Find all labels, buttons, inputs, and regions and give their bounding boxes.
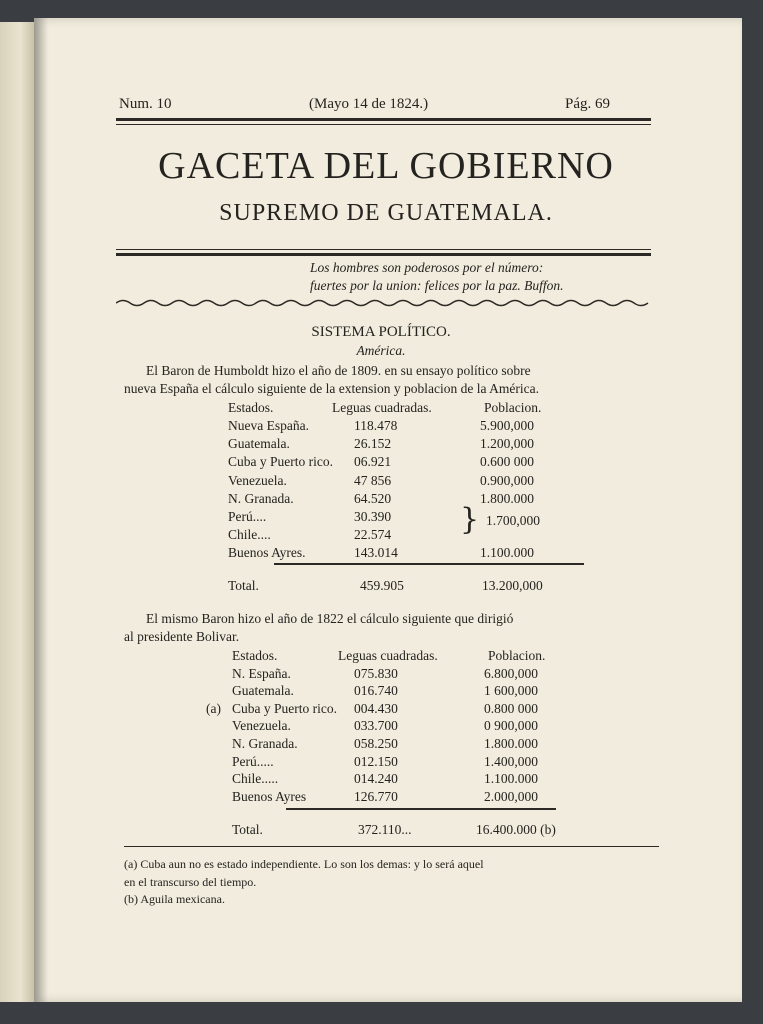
page-number: Pág. 69 — [565, 96, 610, 112]
motto-line-2: fuertes por la union: felices por la paz. Buffon. — [310, 278, 564, 293]
table2-row-population: 0.800 000 — [484, 700, 538, 716]
table1-row-leagues: 22.574 — [354, 527, 392, 543]
table2-row-state: Guatemala. — [232, 683, 294, 699]
motto-line-1: Los hombres son poderosos por el número: — [310, 260, 544, 275]
table1-row-state: Guatemala. — [228, 436, 290, 452]
table2-total-label: Total. — [232, 822, 263, 837]
table2-row-mark: (a) — [206, 700, 221, 716]
table1-row-state: Chile.... — [228, 527, 271, 543]
table2-row-leagues: 126.770 — [354, 788, 398, 804]
footnote-a-line-1: (a) Cuba aun no es estado independiente. Lo son los demas: y lo será aquel — [124, 857, 484, 871]
table2-row-population: 2.000,000 — [484, 788, 538, 804]
table2-row-state: Buenos Ayres — [232, 788, 307, 804]
table2-total-leagues: 372.110... — [358, 822, 412, 837]
table1-row-population: 1.200,000 — [480, 436, 534, 452]
table2-row-state: Chile..... — [232, 771, 279, 787]
footnote-rule — [124, 846, 659, 847]
table1-row-leagues: 06.921 — [354, 454, 392, 470]
table2-row-state: N. España. — [232, 665, 291, 681]
table1-row-state: N. Granada. — [228, 490, 294, 506]
table2-row-state: Cuba y Puerto rico. — [232, 700, 337, 716]
table2-row-population: 1 600,000 — [484, 683, 538, 699]
table2-row-leagues: 075.830 — [354, 665, 398, 681]
section-title: SISTEMA POLÍTICO. — [311, 324, 451, 340]
table2-row-population: 1.400,000 — [484, 753, 538, 769]
table1-row-leagues: 118.478 — [354, 418, 398, 433]
intro-1-line-1: El Baron de Humboldt hizo el año de 1809. en su ensayo político sobre — [146, 363, 531, 378]
table2-row-state: N. Granada. — [232, 736, 298, 751]
table2-row-leagues: 016.740 — [354, 683, 398, 699]
table1-row-leagues: 64.520 — [354, 490, 392, 506]
table1-row-state: Buenos Ayres. — [228, 545, 306, 561]
intro-2-line-1: El mismo Baron hizo el año de 1822 el cálculo siguiente que dirigió — [146, 611, 514, 626]
table1-row-leagues: 47 856 — [354, 472, 392, 488]
title-rule-bottom — [116, 253, 651, 256]
table1-row-population: 5.900,000 — [480, 418, 534, 433]
table2-total-population: 16.400.000 (b) — [476, 822, 556, 837]
table2-row-population: 1.800.000 — [484, 736, 538, 751]
spine-shadow — [34, 18, 48, 1002]
table1-row-leagues: 26.152 — [354, 436, 392, 452]
table2-row-population: 0 900,000 — [484, 718, 538, 734]
table2-row-leagues: 004.430 — [354, 700, 398, 716]
table2-row-leagues: 033.700 — [354, 718, 398, 734]
table1-total-leagues: 459.905 — [360, 578, 404, 593]
table2-row-population: 1.100.000 — [484, 771, 538, 787]
table1-row-state: Venezuela. — [228, 472, 287, 488]
table1-header-leagues: Leguas cuadradas. — [332, 400, 432, 415]
intro-2-line-2: al presidente Bolivar. — [124, 629, 240, 644]
table1-combined-population: 1.700,000 — [486, 513, 540, 528]
table1-row-leagues: 30.390 — [354, 509, 392, 524]
masthead-row — [119, 96, 649, 118]
table1-row-state: Perú.... — [228, 509, 267, 524]
table1-row-population: 1.800.000 — [480, 490, 534, 506]
table2-header-population: Poblacion. — [488, 648, 546, 663]
gazette-page — [34, 18, 742, 1002]
brace-peru-chile: } — [460, 502, 480, 537]
table2-row-state: Perú..... — [232, 753, 274, 769]
masthead-rule-top — [116, 118, 651, 121]
table1-row-state: Cuba y Puerto rico. — [228, 454, 333, 470]
table1-row-leagues: 143.014 — [354, 545, 398, 561]
footnote-a-line-2: en el transcurso del tiempo. — [124, 875, 257, 889]
table2-row-leagues: 012.150 — [354, 753, 398, 769]
table2-row-state: Venezuela. — [232, 718, 291, 734]
section-subtitle: América. — [356, 343, 406, 358]
table1-header-states: Estados. — [228, 400, 274, 415]
table1-total-population: 13.200,000 — [482, 578, 543, 593]
gazette-subtitle: SUPREMO DE GUATEMALA. — [219, 200, 553, 226]
table1-row-population: 0.900,000 — [480, 472, 534, 488]
issue-date: (Mayo 14 de 1824.) — [309, 96, 429, 112]
table2-row-population: 6.800,000 — [484, 665, 538, 681]
table1-row-population: 1.100.000 — [480, 545, 534, 561]
table2-header-leagues: Leguas cuadradas. — [338, 648, 438, 663]
intro-1-line-2: nueva España el cálculo siguiente de la extension y poblacion de la América. — [124, 381, 539, 396]
table1-total-label: Total. — [228, 578, 259, 593]
facing-page-edge — [0, 22, 34, 1002]
table1-row-state: Nueva España. — [228, 418, 309, 433]
masthead-rule-bottom — [116, 124, 651, 125]
table2-row-leagues: 058.250 — [354, 736, 398, 751]
footnote-b: (b) Aguila mexicana. — [124, 892, 225, 906]
table2-total-rule — [286, 808, 556, 810]
gazette-title: GACETA DEL GOBIERNO — [158, 145, 614, 187]
issue-number: Num. 10 — [119, 96, 172, 112]
table1-total-rule — [274, 563, 584, 565]
wavy-divider — [116, 298, 651, 308]
title-rule-top — [116, 249, 651, 250]
table2-row-leagues: 014.240 — [354, 771, 398, 787]
table2-header-states: Estados. — [232, 648, 278, 663]
table1-row-population: 0.600 000 — [480, 454, 534, 470]
table1-header-population: Poblacion. — [484, 400, 542, 415]
